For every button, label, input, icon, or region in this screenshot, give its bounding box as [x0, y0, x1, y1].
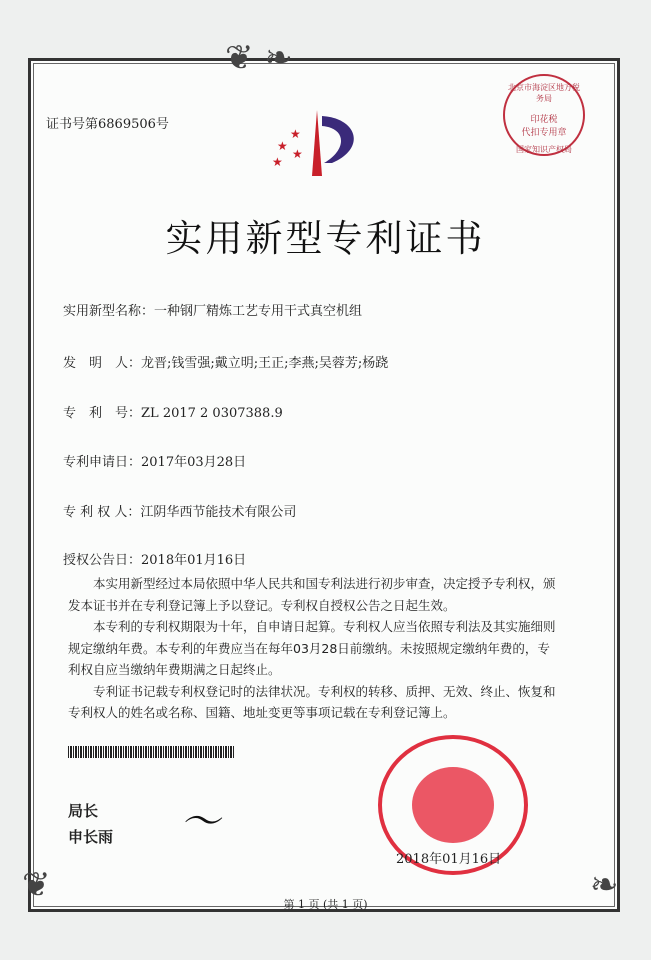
cnipa-logo-icon [262, 108, 372, 178]
field-utility-model-name [63, 300, 362, 319]
field-patentee [63, 501, 296, 520]
field-label: 专 利 权 人： [63, 505, 141, 520]
svg-text:★: ★ [292, 147, 303, 161]
field-label: 实用新型名称： [63, 304, 155, 319]
field-label: 专利申请日： [63, 455, 142, 470]
field-grant-date [63, 549, 246, 568]
svg-text:★: ★ [290, 127, 301, 141]
national-emblem-icon [412, 767, 494, 843]
paragraph: 本实用新型经过本局依照中华人民共和国专利法进行初步审查，决定授予专利权，颁发本证书并在专利登记簿上予以登记。专利权自授权公告之日起生效。 [68, 576, 556, 613]
field-label: 授权公告日： [63, 553, 142, 568]
certificate-body [68, 573, 556, 724]
tax-stamp-bottom: 国家知识产权局 [516, 145, 572, 154]
corner-ornament-icon: ❧ [590, 865, 619, 905]
top-ornament-icon: ❦ ❧ [225, 38, 293, 78]
svg-text:★: ★ [272, 155, 283, 169]
tax-stamp-outer: 北京市海淀区地方税务局 [508, 83, 580, 103]
page-footer: 第 1 页 (共 1 页) [283, 898, 368, 911]
certificate-number: 证书号第6869506号 [46, 117, 169, 132]
tax-stamp-inner: 代扣专用章 [521, 128, 567, 138]
field-value: 2017年03月28日 [141, 455, 247, 470]
field-value: 江阴华西节能技术有限公司 [140, 505, 297, 520]
handwritten-signature: 〜 [180, 799, 220, 845]
field-label: 专 利 号： [63, 406, 142, 421]
field-patent-number [63, 402, 283, 421]
signatory-role: 局长 [68, 802, 99, 820]
paragraph: 专利证书记载专利权登记时的法律状况。专利权的转移、质押、无效、终止、恢复和专利权人的姓名或名称、国籍、地址变更等事项记载在专利登记簿上。 [68, 683, 556, 720]
corner-ornament-icon: ❦ [22, 865, 51, 905]
signatory-name: 申长雨 [68, 828, 114, 846]
barcode [68, 746, 234, 758]
field-value: 一种钢厂精炼工艺专用干式真空机组 [154, 304, 363, 319]
seal-date: 2018年01月16日 [396, 852, 502, 867]
field-value: ZL 2017 2 0307388.9 [141, 406, 283, 421]
certificate-inner-border [33, 63, 615, 907]
field-inventors [63, 352, 388, 371]
tax-stamp [503, 74, 585, 156]
field-label: 发 明 人： [63, 356, 142, 371]
field-application-date [63, 451, 246, 470]
certificate-title: 实用新型专利证书 [165, 217, 486, 260]
field-value: 龙晋;钱雪强;戴立明;王正;李燕;吴蓉芳;杨跷 [141, 356, 389, 371]
field-value: 2018年01月16日 [141, 553, 247, 568]
paragraph: 本专利的专利权期限为十年，自申请日起算。专利权人应当依照专利法及其实施细则规定缴纳年费。本专利的年费应当在每年03月28日前缴纳。未按照规定缴纳年费的，专利权自应当缴纳年费期满之日起终止。 [68, 619, 556, 677]
tax-stamp-middle: 印花税 [530, 115, 558, 125]
svg-text:★: ★ [277, 139, 288, 153]
